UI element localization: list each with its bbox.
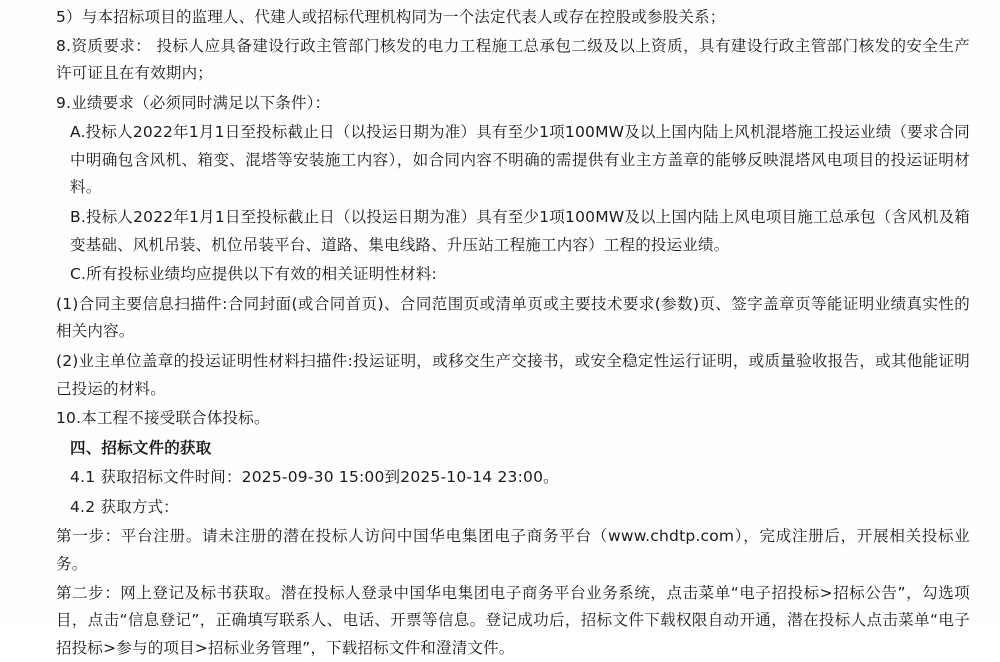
paragraph-clause-9-c: C.所有投标业绩均应提供以下有效的相关证明性材料: [70, 265, 437, 284]
heading-section-four: 四、招标文件的获取 [70, 438, 212, 457]
paragraph-clause-4-2: 4.2 获取方式： [70, 497, 179, 516]
paragraph-step-one: 第一步：平台注册。请未注册的潜在投标人访问中国华电集团电子商务平台（www.chdtp.com），完成注册后，开展相关投标业务。 [56, 527, 970, 573]
paragraph-clause-9-c-2: (2)业主单位盖章的投运证明性材料扫描件:投运证明，或移交生产交接书，或安全稳定性运行证明，或质量验收报告，或其他能证明己投运的材料。 [56, 351, 970, 398]
paragraph-clause-9-c-1: (1)合同主要信息扫描件:合同封面(或合同首页)、合同范围页或清单页或主要技术要求(参数)页、签字盖章页等能证明业绩真实性的相关内容。 [56, 294, 970, 341]
paragraph-clause-9-performance: 9.业绩要求（必须同时满足以下条件）： [56, 93, 331, 112]
paragraph-clause-4-1: 4.1 获取招标文件时间：2025-09-30 15:00到2025-10-14 23:00。 [70, 468, 559, 487]
paragraph-step-two: 第二步：网上登记及标书获取。潜在投标人登录中国华电集团电子商务平台业务系统，点击菜单“电子招投标>招标公告”，勾选项目，点击“信息登记”，正确填写联系人、电话、开票等信息。登记成功后，招标文件下载权限自动开通，潜在投标人点击菜单“电子招投标>参与的项目>招标业务管理”，下载招标文件和澄清文件。 [56, 583, 970, 657]
paragraph-clause-9-a: A.投标人2022年1月1日至投标截止日（以投运日期为准）具有至少1项100MW及以上国内陆上风机混塔施工投运业绩（要求合同中明确包含风机、箱变、混塔等安装施工内容），如合同内容不明确的需提供有业主方盖章的能够反映混塔风电项目的投运证明材料。 [70, 123, 970, 197]
paragraph-clause-9-b: B.投标人2022年1月1日至投标截止日（以投运日期为准）具有至少1项100MW及以上国内陆上风电项目施工总承包（含风机及箱变基础、风机吊装、机位吊装平台、道路、集电线路、升压站工程施工内容）工程的投运业绩。 [70, 208, 970, 254]
paragraph-clause-8-qualification: 8.资质要求： 投标人应具备建设行政主管部门核发的电力工程施工总承包二级及以上资质，具有建设行政主管部门核发的安全生产许可证且在有效期内； [56, 36, 970, 83]
paragraph-clause-10: 10.本工程不接受联合体投标。 [56, 409, 270, 428]
paragraph-clause-5: 5）与本招标项目的监理人、代建人或招标代理机构同为一个法定代表人或存在控股或参股关系； [56, 8, 726, 26]
